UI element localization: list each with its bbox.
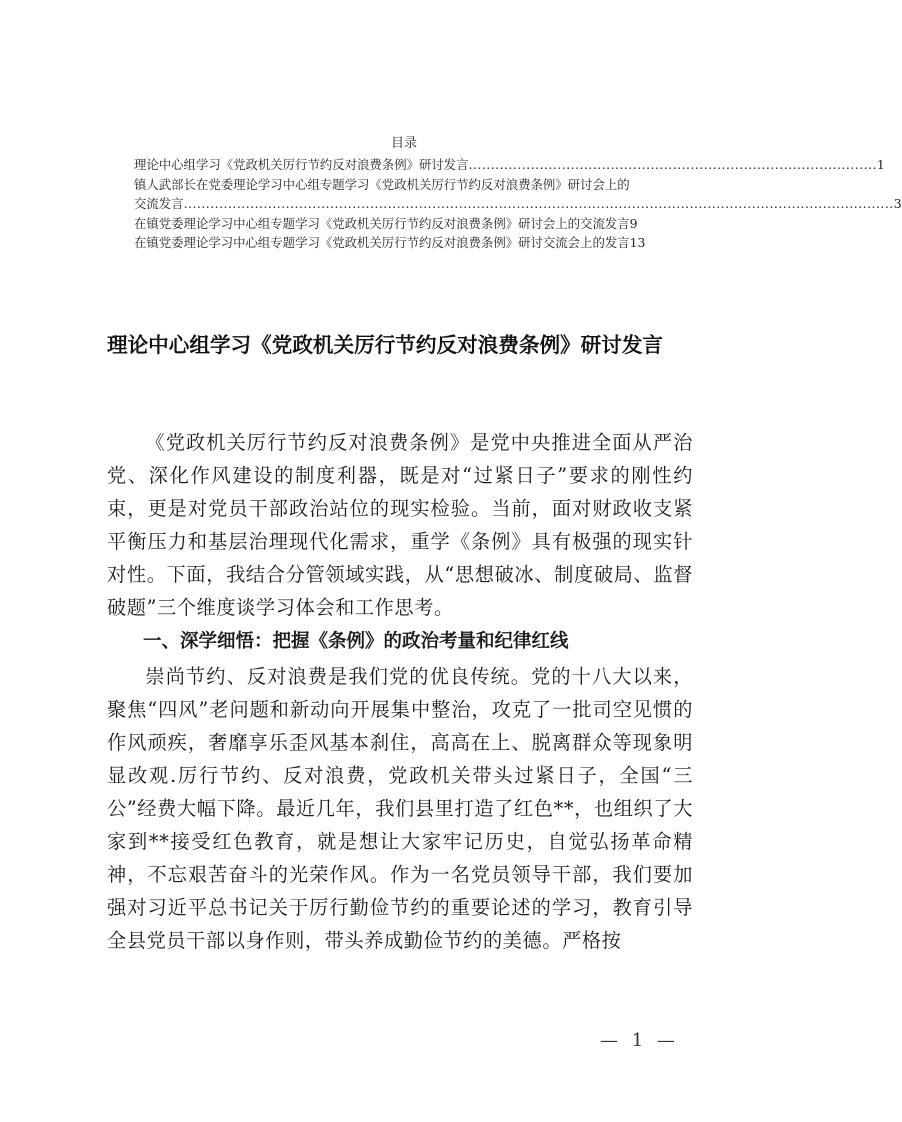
toc-title: 目录 xyxy=(390,136,417,151)
toc-entry-text: 交流发言 xyxy=(134,196,184,212)
toc-entry-text: 在镇党委理论学习中心组专题学习《党政机关厉行节约反对浪费条例》研讨会上的交流发言 xyxy=(134,215,630,231)
toc-leader-dots: ................................................................................................................................................................ xyxy=(183,196,894,212)
section-paragraph: 崇尚节约、反对浪费是我们党的优良传统。党的十八大以来，聚焦“四风”老问题和新动向开展集中整治，攻克了一批司空见惯的作风顽疾，奢靡享乐歪风基本刹住，高高在上、脱离群众等现象明显改观.厉行节约、反对浪费，党政机关带头过紧日子，全国“三公”经费大幅下降。最近几年，我们县里打造了红色**，也组织了大家到**接受红色教育，就是想让大家牢记历史，自觉弘扬革命精神，不忘艰苦奋斗的光荣作风。作为一名党员领导干部，我们要加强对习近平总书记关于厉行勤俭节约的重要论述的学习，教育引导全县党员干部以身作则，带头养成勤俭节约的美德。严格按 xyxy=(107,665,693,952)
document-title: 理论中心组学习《党政机关厉行节约反对浪费条例》研讨发言 xyxy=(107,333,664,357)
intro-paragraph: 《党政机关厉行节约反对浪费条例》是党中央推进全面从严治党、深化作风建设的制度利器，既是对“过紧日子”要求的刚性约束，更是对党员干部政治站位的现实检验。当前，面对财政收支紧平衡压力和基层治理现代化需求，重学《条例》具有极强的现实针对性。下面，我结合分管领域实践，从“思想破冰、制度破局、监督破题”三个维度谈学习体会和工作思考。 xyxy=(107,431,693,619)
page-number: — 1 — xyxy=(600,1030,679,1051)
toc-leader-dots: ............................................................................................ xyxy=(468,157,877,172)
toc-entry[interactable] xyxy=(134,233,694,253)
document-body xyxy=(107,426,693,957)
toc-entry[interactable] xyxy=(134,214,694,234)
toc-entry-text: 镇人武部长在党委理论学习中心组专题学习《党政机关厉行节约反对浪费条例》研讨会上的 xyxy=(134,176,630,192)
table-of-contents xyxy=(134,133,902,253)
toc-entry-text: 在镇党委理论学习中心组专题学习《党政机关厉行节约反对浪费条例》研讨交流会上的发言 xyxy=(134,235,630,251)
toc-entry-page: 13 xyxy=(629,235,646,251)
toc-entry-page: 1 xyxy=(876,157,885,172)
toc-entry-page: 3 xyxy=(893,196,902,212)
toc-entry-continued[interactable] xyxy=(134,194,902,214)
toc-entry-page: 9 xyxy=(629,215,638,231)
toc-entry[interactable] xyxy=(134,155,885,175)
toc-entry[interactable] xyxy=(134,175,694,195)
toc-entry-text: 理论中心组学习《党政机关厉行节约反对浪费条例》研讨发言 xyxy=(134,157,469,172)
section-heading: 一、深学细悟：把握《条例》的政治考量和纪律红线 xyxy=(143,631,569,652)
